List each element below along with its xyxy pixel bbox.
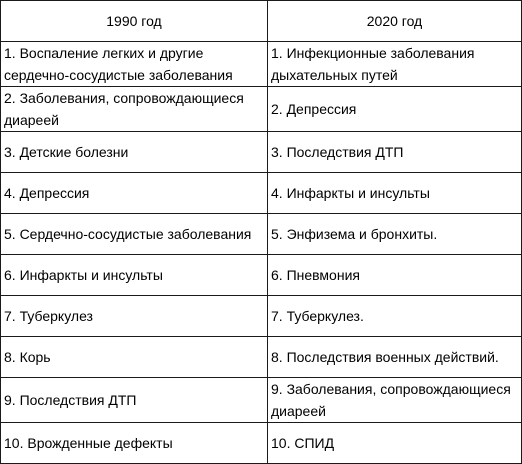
cell-1990: 4. Депрессия xyxy=(1,173,268,214)
cell-1990: 3. Детские болезни xyxy=(1,132,268,173)
table-row xyxy=(1,214,522,255)
cell-2020: 9. Заболевания, сопровождающиеся диареей xyxy=(268,378,522,423)
header-row xyxy=(1,1,522,42)
cell-2020: 6. Пневмония xyxy=(268,255,522,296)
table-row xyxy=(1,132,522,173)
cell-1990: 6. Инфаркты и инсульты xyxy=(1,255,268,296)
cell-2020: 5. Энфизема и бронхиты. xyxy=(268,214,522,255)
cell-2020: 8. Последствия военных действий. xyxy=(268,337,522,378)
cell-1990: 1. Воспаление легких и другие сердечно-сосудистые заболевания xyxy=(1,42,268,87)
header-2020: 2020 год xyxy=(268,1,522,42)
table-row xyxy=(1,255,522,296)
table-body xyxy=(1,42,522,464)
cell-1990: 9. Последствия ДТП xyxy=(1,378,268,423)
table-header xyxy=(1,1,522,42)
cell-2020: 7. Туберкулез. xyxy=(268,296,522,337)
cell-2020: 4. Инфаркты и инсульты xyxy=(268,173,522,214)
cell-2020: 3. Последствия ДТП xyxy=(268,132,522,173)
table-row xyxy=(1,337,522,378)
cell-1990: 2. Заболевания, сопровождающиеся диареей xyxy=(1,87,268,132)
table-row xyxy=(1,296,522,337)
table-row xyxy=(1,173,522,214)
header-1990: 1990 год xyxy=(1,1,268,42)
table-row xyxy=(1,423,522,464)
cell-1990: 8. Корь xyxy=(1,337,268,378)
table-row xyxy=(1,378,522,423)
cell-1990: 5. Сердечно-сосудистые заболевания xyxy=(1,214,268,255)
cell-2020: 1. Инфекционные заболевания дыхательных путей xyxy=(268,42,522,87)
table-row xyxy=(1,87,522,132)
cell-1990: 10. Врожденные дефекты xyxy=(1,423,268,464)
cell-2020: 2. Депрессия xyxy=(268,87,522,132)
table-row xyxy=(1,42,522,87)
cell-1990: 7. Туберкулез xyxy=(1,296,268,337)
cell-2020: 10. СПИД xyxy=(268,423,522,464)
